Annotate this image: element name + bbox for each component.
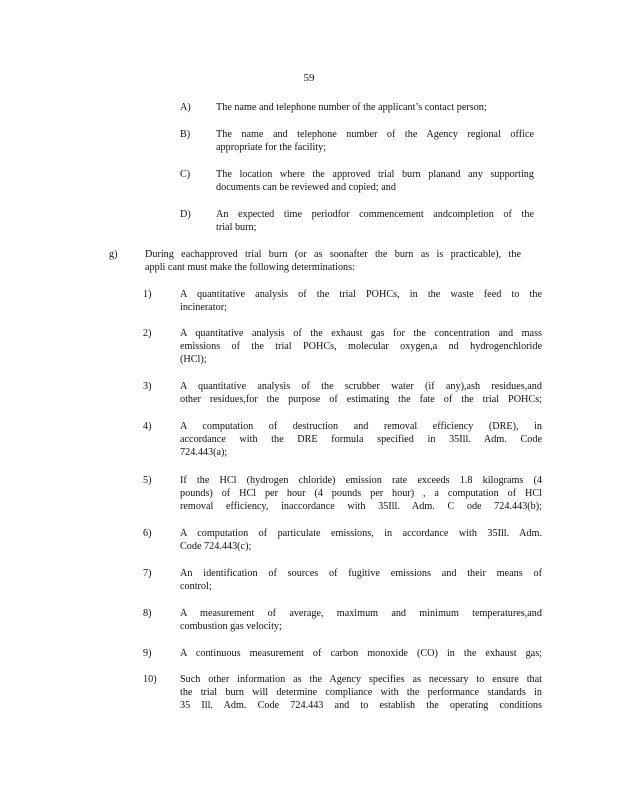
text-line: incinerator; [180,302,227,314]
text-line: 35 Ill. Adm. Code 724.443 and to establish the operating conditions [180,700,542,712]
item-label: 2) [143,328,152,339]
item-label: 10) [143,674,157,685]
text-line: The name and telephone number of the applicant’s contact person; [216,102,487,113]
text-line: The location where the approved trial burn planand any supporting [216,169,534,180]
item-label: 9) [143,648,152,659]
text-line: appropriate for the facility; [216,142,327,154]
item-text [216,101,534,114]
text-line: A quantitative analysis of the scrubber water (if any),ash residues,and [180,381,542,392]
item-text [180,474,542,514]
text-line: A computation of particulate emissions, in accordance with 35Ill. Adm. [180,528,542,539]
text-line: documents can be reviewed and copied; and [216,182,396,194]
item-text [180,327,542,367]
text-line: 724.443(a); [180,447,228,459]
text-line: An expected time periodfor commencement andcompletion of the [216,209,534,220]
item-label: 6) [143,528,152,539]
text-line: A computation of destruction and removal efficiency (DRE), in [180,421,542,432]
item-label: 4) [143,421,152,432]
text-line: control; [180,581,212,593]
text-line: accordance with the DRE formula specified in 35Ill. Adm. Code [180,434,542,446]
item-text [180,673,542,713]
text-line: During eachapproved trial burn (or as soonafter the burn as is practicable), the [145,249,521,260]
item-text [216,128,534,154]
item-text [180,527,542,553]
item-label: 7) [143,568,152,579]
text-line: An identification of sources of fugitive emissions and their means of [180,568,542,579]
item-text [216,168,534,194]
text-line: A quantitative analysis of the trial POHCs, in the waste feed to the [180,289,542,300]
item-text [216,208,534,234]
item-text [180,288,542,314]
text-line: the trial burn will determine compliance with the performance standards in [180,687,542,699]
item-label: 3) [143,381,152,392]
item-label: 1) [143,289,152,300]
text-line: If the HCl (hydrogen chloride) emission rate exceeds 1.8 kilograms (4 [180,475,542,486]
item-label: B) [180,129,191,140]
item-text [180,420,542,460]
section-label: g) [109,249,118,260]
text-line: A measurement of average, maximum and minimum temperatures,and [180,608,542,619]
text-line: (HCl); [180,354,207,366]
text-line: Code 724.443(c); [180,541,252,553]
page-number: 59 [303,72,315,84]
item-text [180,380,542,406]
item-text [180,647,542,660]
text-line: The name and telephone number of the Agency regional office [216,129,534,140]
item-label: C) [180,169,191,180]
item-text [180,567,542,593]
text-line: emissions of the trial POHCs, molecular oxygen,a nd hydrogenchloride [180,341,542,353]
text-line: combustion gas velocity; [180,621,282,633]
text-line: A continuous measurement of carbon monoxide (CO) in the exhaust gas; [180,648,542,659]
text-line: other residues,for the purpose of estimating the fate of the trial POHCs; [180,394,542,406]
item-text [180,607,542,633]
text-line: A quantitative analysis of the exhaust gas for the concentration and mass [180,328,542,339]
section-text [145,248,521,274]
text-line: Such other information as the Agency specifies as necessary to ensure that [180,674,542,685]
text-line: appli cant must make the following determinations: [145,262,355,274]
text-line: pounds) of HCl per hour (4 pounds per hour) , a computation of HCl [180,488,542,500]
text-line: trial burn; [216,222,257,234]
item-label: D) [180,209,191,220]
text-line: removal efficiency, inaccordance with 35Ill. Adm. C ode 724.443(b); [180,501,542,513]
item-label: 8) [143,608,152,619]
item-label: 5) [143,475,152,486]
item-label: A) [180,102,191,113]
